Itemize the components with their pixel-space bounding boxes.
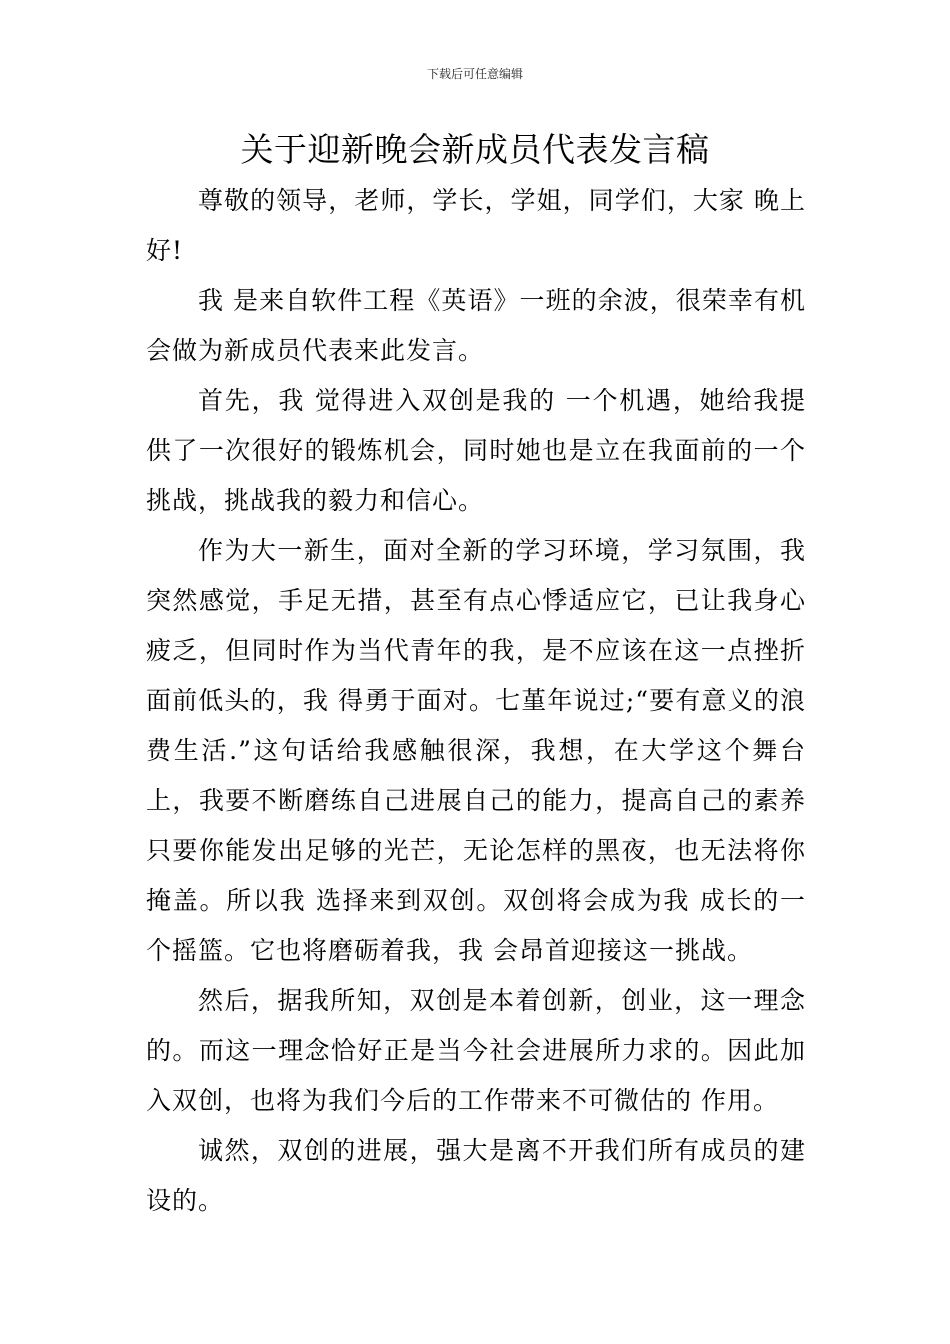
document-body: [146, 176, 806, 1226]
document-title: 关于迎新晚会新成员代表发言稿: [240, 130, 710, 169]
paragraph-innovation-concept: 然后，据我所知，双创是本着创新，创业，这一理念的。而这一理念恰好正是当今社会进展所力求的。因此加入双创，也将为我们今后的工作带来不可微估的 作用。: [146, 986, 806, 1115]
header-note: 下载后可任意编辑: [426, 67, 523, 81]
paragraph-opportunity: 首先，我 觉得进入双创是我的 一个机遇，她给我提供了一次很好的锻炼机会，同时她也是立在我面前的一个挑战，挑战我的毅力和信心。: [146, 386, 806, 515]
paragraph-conclusion: 诚然，双创的进展，强大是离不开我们所有成员的建设的。: [146, 1136, 806, 1215]
paragraph-introduction: 我 是来自软件工程《英语》一班的余波，很荣幸有机会做为新成员代表来此发言。: [146, 286, 806, 365]
paragraph-greeting: 尊敬的领导，老师，学长，学姐，同学们，大家 晚上好!: [146, 186, 806, 265]
paragraph-freshman-experience: 作为大一新生，面对全新的学习环境，学习氛围，我突然感觉，手足无措，甚至有点心悸适应它，已让我身心疲乏，但同时作为当代青年的我，是不应该在这一点挫折面前低头的，我 得勇于面对。七堇年说过;“要有意义的浪费生活.”这句话给我感触很深，我想，在大学这个舞台上，我要不断磨练自己进展自己的能力，提高自己的素养只要你能发出足够的光芒，无论怎样的黑夜，也无法将你掩盖。所以我 选择来到双创。双创将会成为我 成长的一个摇篮。它也将磨砺着我，我 会昂首迎接这一挑战。: [146, 536, 806, 965]
